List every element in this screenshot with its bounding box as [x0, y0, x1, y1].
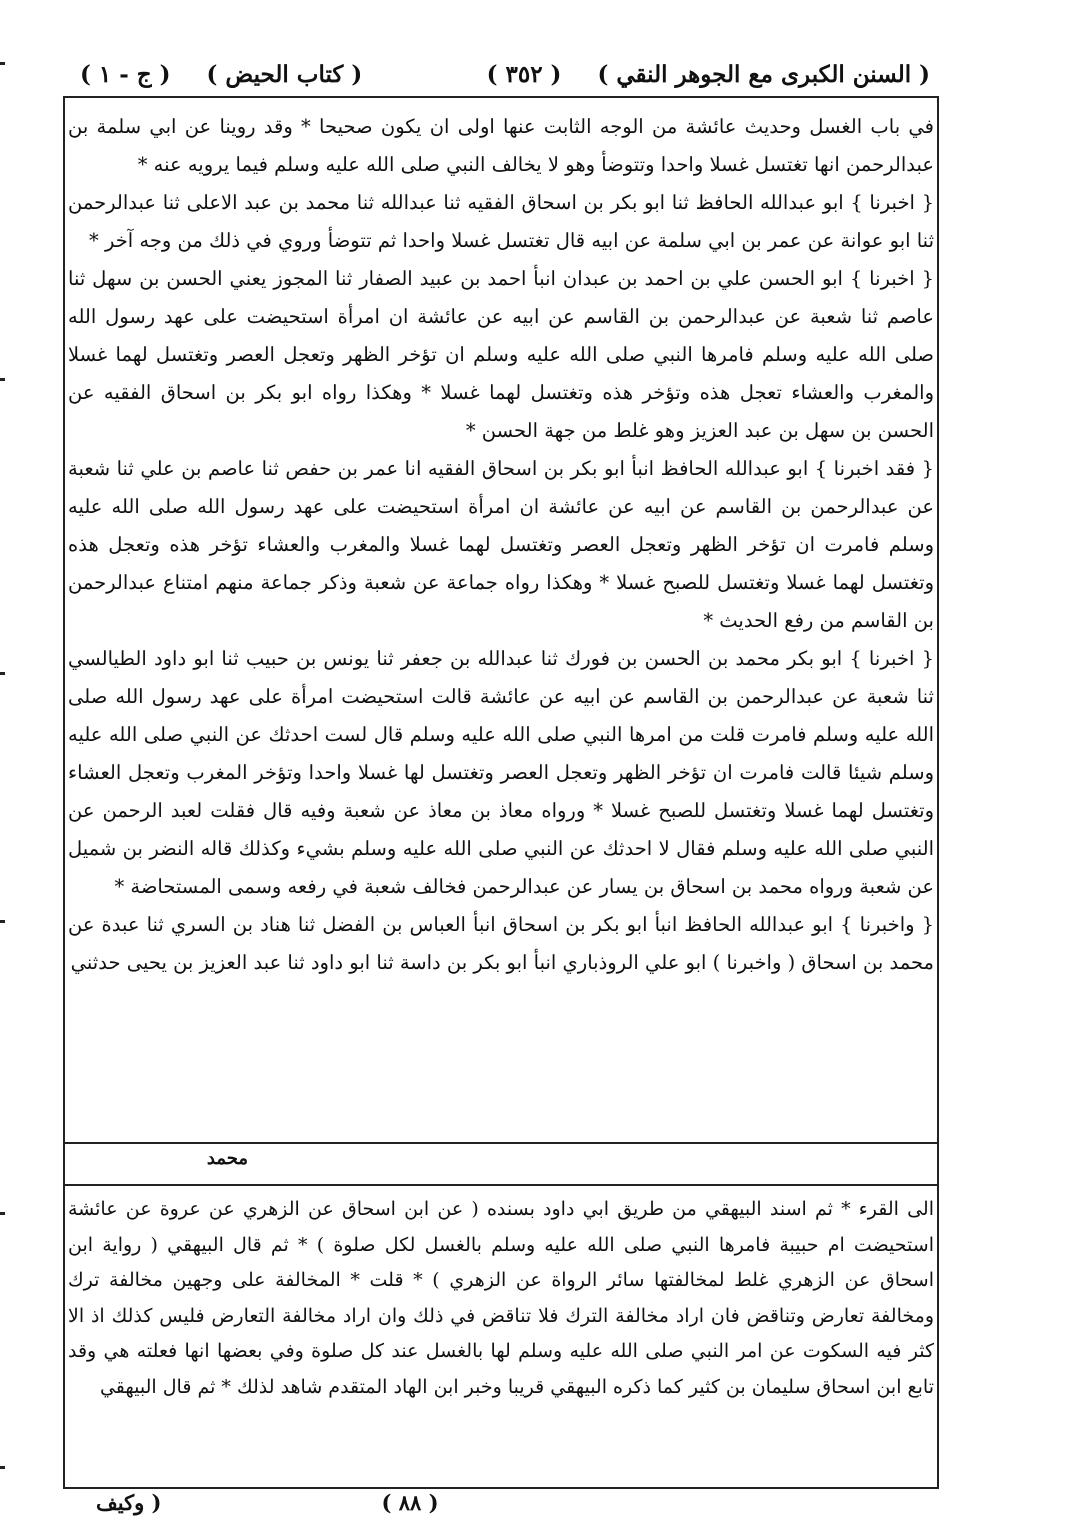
paragraph: في باب الغسل وحديث عائشة من الوجه الثابت عنها اولى ان يكون صحيحا * وقد روينا عن ابي سلمة بن عبدالرحمن انها تغتسل غسلا واحدا وتتوضأ وهو لا يخالف النبي صلى الله عليه وسلم فيما يرويه عنه * — [68, 115, 934, 176]
margin-mark — [0, 920, 5, 923]
header-right-group — [487, 61, 930, 88]
running-header — [80, 52, 930, 96]
paragraph: { اخبرنا } ابو بكر محمد بن الحسن بن فورك ثنا عبدالله بن جعفر ثنا يونس بن حبيب ثنا ابو داود الطيالسي ثنا شعبة عن عبدالرحمن بن القاسم عن ابيه عن عائشة قالت استحيضت امرأة على عهد رسول الله صلى الله عليه وسلم فامرت قلت من امرها النبي صلى الله عليه وسلم قال لست احدثك عن النبي صلى الله عليه وسلم شيئا قالت فامرت ان تؤخر الظهر وتعجل العصر وتغتسل لها غسلا واحدا وتؤخر المغرب وتعجل العشاء وتغتسل لهما غسلا وتغتسل للصبح غسلا * ورواه معاذ بن معاذ عن شعبة وفيه قال فقلت لعبد الرحمن عن النبي صلى الله عليه وسلم فقال لا احدثك عن النبي صلى الله عليه وسلم بشيء وكذلك قاله النضر بن شميل عن شعبة ورواه محمد بن اسحاق بن يسار عن عبدالرحمن فخالف شعبة في رفعه وسمى المستحاضة * — [68, 647, 934, 898]
paragraph: { اخبرنا } ابو عبدالله الحافظ ثنا ابو بكر بن اسحاق الفقيه ثنا عبدالله ثنا محمد بن عبد الاعلى ثنا عبدالرحمن ثنا ابو عوانة عن عمر بن ابي سلمة عن ابيه قال تغتسل غسلا واحدا ثم تتوضأ وروي في ذلك من وجه آخر * — [68, 191, 934, 252]
separator-rule — [63, 1142, 939, 1144]
footer-page-number: ( ٨٨ ) — [381, 1490, 439, 1515]
book-title: ( السنن الكبرى مع الجوهر النقي ) — [597, 60, 930, 88]
paragraph: { فقد اخبرنا } ابو عبدالله الحافظ انبأ ابو بكر بن اسحاق الفقيه انا عمر بن حفص ثنا عاصم بن علي ثنا شعبة عن عبدالرحمن بن القاسم عن ابيه عن عائشة ان امرأة استحيضت على عهد رسول الله صلى الله عليه وسلم فامرت ان تؤخر الظهر وتعجل العصر وتغتسل لهما غسلا والمغرب والعشاء تؤخر هذه وتعجل هذه وتغتسل لهما غسلا وتغتسل للصبح غسلا * وهكذا رواه جماعة عن شعبة وذكر جماعة منهم امتناع عبدالرحمن بن القاسم من رفع الحديث * — [68, 457, 934, 632]
page-number: ( ٣٥٢ ) — [486, 60, 562, 88]
volume-label: ( ج - ١ ) — [80, 60, 171, 88]
margin-mark — [0, 1212, 5, 1215]
chapter-title: ( كتاب الحيض ) — [206, 60, 363, 88]
paragraph: { اخبرنا } ابو الحسن علي بن احمد بن عبدان انبأ احمد بن عبيد الصفار ثنا المجوز يعني الحسن بن سهل ثنا عاصم ثنا شعبة عن عبدالرحمن بن القاسم عن ابيه عن عائشة ان امرأة استحيضت على عهد رسول الله صلى الله عليه وسلم فامرها النبي صلى الله عليه وسلم ان تؤخر الظهر وتعجل العصر وتغتسل لهما غسلا والمغرب والعشاء تعجل هذه وتؤخر هذه وتغتسل لهما غسلا * وهكذا رواه ابو بكر بن اسحاق الفقيه عن الحسن بن سهل بن عبد العزيز وهو غلط من جهة الحسن * — [68, 267, 934, 442]
footnote-paragraph: الى القرء * ثم اسند البيهقي من طريق ابي داود بسنده ( عن ابن اسحاق عن الزهري عن عروة عن عائشة استحيضت ام حبيبة فامرها النبي صلى الله عليه وسلم بالغسل لكل صلوة ) * ثم قال البيهقي ( رواية ابن اسحاق عن الزهري غلط لمخالفتها سائر الرواة عن الزهري ) * قلت * المخالفة على وجهين مخالفة ترك ومخالفة تعارض وتناقض فان اراد مخالفة الترك فلا تناقض في ذلك وان اراد مخالفة التعارض فليس كذلك اذ الا كثر فيه السكوت عن امر النبي صلى الله عليه وسلم لها بالغسل عند كل صلوة وفي بعضها انها فعلته هي وقد تابع ابن اسحاق سليمان بن كثير كما ذكره البيهقي قريبا وخبر ابن الهاد المتقدم شاهد لذلك * ثم قال البيهقي — [68, 1198, 934, 1398]
main-text — [68, 108, 934, 1138]
margin-mark — [0, 62, 5, 65]
footnote-marker: محمد — [206, 1148, 248, 1169]
margin-mark — [0, 672, 5, 675]
catchword: ( وكيف — [96, 1490, 162, 1515]
paragraph: { واخبرنا } ابو عبدالله الحافظ انبأ ابو بكر بن اسحاق انبأ العباس بن الفضل ثنا هناد بن السري ثنا عبدة عن محمد بن اسحاق ( واخبرنا ) ابو علي الروذباري انبأ ابو بكر بن داسة ثنا ابو داود ثنا عبد العزيز بن يحيى حدثني — [68, 913, 934, 974]
footnote-rule — [63, 1184, 939, 1186]
margin-mark — [0, 1466, 5, 1469]
footnote-text — [68, 1192, 934, 1482]
margin-mark — [0, 378, 5, 381]
header-left-group — [80, 61, 362, 88]
